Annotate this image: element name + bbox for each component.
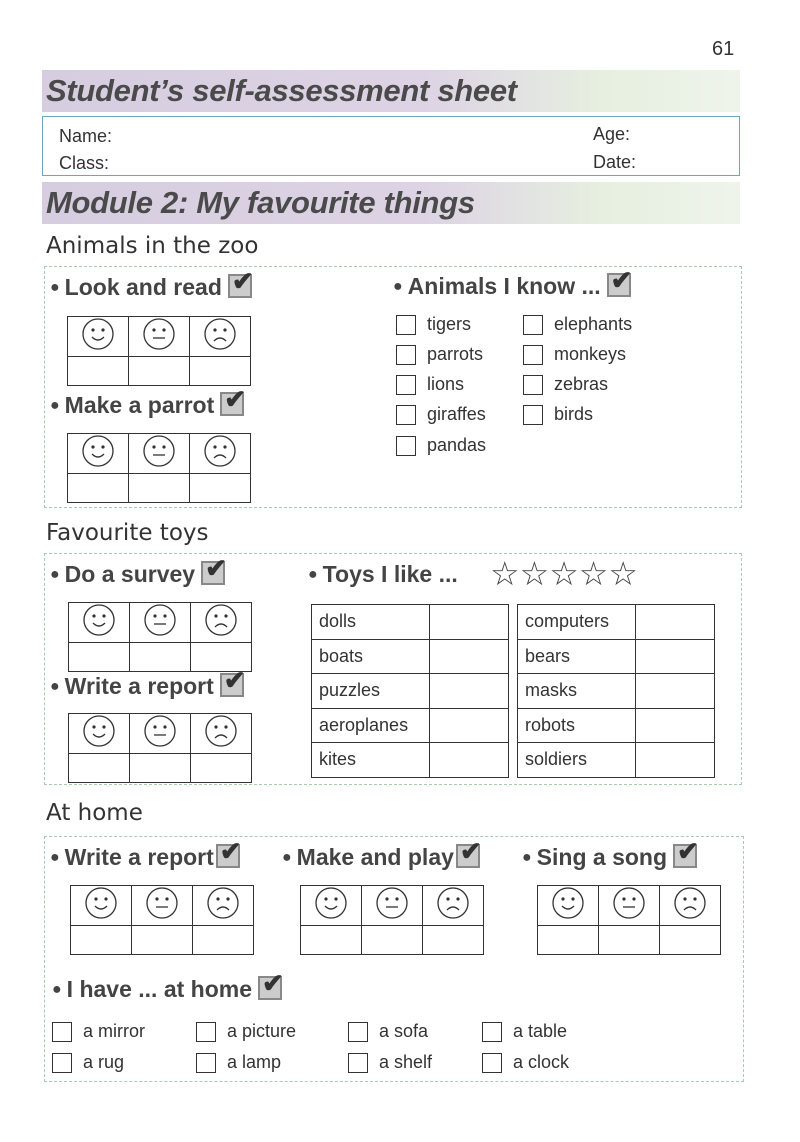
task-label: Do a survey bbox=[64, 561, 196, 587]
happy-face-icon bbox=[81, 434, 115, 468]
happy-face-cell bbox=[69, 714, 130, 754]
neutral-face-icon bbox=[143, 603, 177, 637]
sad-face-cell bbox=[193, 886, 254, 926]
table-row bbox=[518, 674, 715, 709]
checkbox-item[interactable] bbox=[348, 1021, 428, 1042]
happy-face-icon bbox=[82, 714, 116, 748]
rating-table[interactable] bbox=[300, 885, 484, 955]
section-heading-toys: Favourite toys bbox=[46, 520, 209, 546]
checkbox-label: lions bbox=[427, 374, 465, 394]
checkmark-icon bbox=[228, 274, 252, 298]
neutral-answer-cell[interactable] bbox=[129, 357, 190, 386]
toy-rating-cell[interactable] bbox=[430, 674, 509, 709]
happy-answer-cell[interactable] bbox=[68, 474, 129, 503]
happy-answer-cell[interactable] bbox=[71, 926, 132, 955]
table-row bbox=[518, 605, 715, 640]
table-row bbox=[518, 743, 715, 778]
star-icon[interactable]: ☆ bbox=[490, 555, 520, 592]
table-row bbox=[312, 708, 509, 743]
sad-face-cell bbox=[191, 603, 252, 643]
task-label: Animals I know ... bbox=[407, 273, 601, 299]
task-label: Make and play bbox=[296, 844, 454, 870]
rating-table[interactable] bbox=[70, 885, 254, 955]
table-row bbox=[518, 708, 715, 743]
toy-name: boats bbox=[312, 639, 430, 674]
checkbox-label: pandas bbox=[427, 435, 487, 455]
checkbox-label: a clock bbox=[513, 1052, 570, 1072]
task-label: I have ... at home bbox=[66, 976, 253, 1002]
checkbox-label: a lamp bbox=[227, 1052, 282, 1072]
toy-rating-cell[interactable] bbox=[430, 743, 509, 778]
student-info-box bbox=[42, 116, 740, 176]
page-number: 61 bbox=[712, 38, 735, 60]
title-bar bbox=[42, 70, 740, 112]
module-bar bbox=[42, 182, 740, 224]
task-label: Sing a song bbox=[536, 844, 668, 870]
sad-face-cell bbox=[190, 317, 251, 357]
checkbox-label: zebras bbox=[554, 374, 609, 394]
table-row bbox=[312, 674, 509, 709]
happy-face-cell bbox=[301, 886, 362, 926]
toy-rating-cell[interactable] bbox=[636, 605, 715, 640]
neutral-face-cell bbox=[130, 714, 191, 754]
checkbox[interactable] bbox=[482, 1053, 502, 1073]
checkbox-item[interactable] bbox=[196, 1052, 281, 1073]
toy-name: robots bbox=[518, 708, 636, 743]
toy-rating-cell[interactable] bbox=[636, 639, 715, 674]
checkmark-icon bbox=[673, 844, 697, 868]
checkbox[interactable] bbox=[348, 1022, 368, 1042]
star-rating[interactable] bbox=[490, 557, 638, 590]
happy-face-cell bbox=[71, 886, 132, 926]
sad-face-cell bbox=[660, 886, 721, 926]
neutral-face-cell bbox=[132, 886, 193, 926]
checkmark-icon bbox=[216, 844, 240, 868]
sad-answer-cell[interactable] bbox=[193, 926, 254, 955]
task-toys-i-like: ● Toys I like ... bbox=[308, 561, 458, 587]
star-icon[interactable]: ☆ bbox=[549, 555, 579, 592]
checkbox-item[interactable] bbox=[523, 344, 626, 365]
star-icon[interactable]: ☆ bbox=[578, 555, 609, 592]
checkbox-label: a picture bbox=[227, 1021, 297, 1041]
checkbox-item[interactable] bbox=[396, 374, 464, 395]
toy-name: aeroplanes bbox=[312, 708, 430, 743]
checkbox[interactable] bbox=[52, 1053, 72, 1073]
neutral-face-icon bbox=[612, 886, 646, 920]
checkmark-icon bbox=[258, 976, 282, 1000]
sad-answer-cell[interactable] bbox=[660, 926, 721, 955]
sad-answer-cell[interactable] bbox=[191, 754, 252, 783]
checkbox-item[interactable] bbox=[396, 435, 486, 456]
checkbox-item[interactable] bbox=[396, 344, 483, 365]
toy-name: computers bbox=[518, 605, 636, 640]
task-make-a-parrot: ● Make a parrot✔ bbox=[50, 392, 244, 419]
rating-table[interactable] bbox=[68, 713, 252, 783]
neutral-face-cell bbox=[362, 886, 423, 926]
checkbox[interactable] bbox=[523, 375, 543, 395]
checkbox-label: monkeys bbox=[554, 344, 627, 364]
checkbox-item[interactable] bbox=[196, 1021, 296, 1042]
task-label: Write a report bbox=[64, 844, 214, 870]
checkbox-label: a shelf bbox=[379, 1052, 433, 1072]
rating-table[interactable] bbox=[67, 316, 251, 386]
checkbox[interactable] bbox=[396, 405, 416, 425]
toy-rating-cell[interactable] bbox=[430, 605, 509, 640]
neutral-face-icon bbox=[143, 714, 177, 748]
sad-face-icon bbox=[206, 886, 240, 920]
checkbox-item[interactable] bbox=[523, 404, 593, 425]
age-label: Age: bbox=[593, 124, 631, 144]
toy-rating-cell[interactable] bbox=[430, 639, 509, 674]
toy-name: soldiers bbox=[518, 743, 636, 778]
task-animals-i-know: ● Animals I know ...✔ bbox=[393, 273, 631, 300]
module-title: Module 2: My favourite things bbox=[46, 185, 475, 220]
sad-face-icon bbox=[203, 434, 237, 468]
happy-face-cell bbox=[69, 603, 130, 643]
neutral-answer-cell[interactable] bbox=[129, 474, 190, 503]
neutral-face-cell bbox=[129, 317, 190, 357]
toy-name: dolls bbox=[312, 605, 430, 640]
checkbox[interactable] bbox=[396, 375, 416, 395]
task-make-and-play: ● Make and play✔ bbox=[282, 844, 480, 871]
checkbox-label: a table bbox=[513, 1021, 568, 1041]
task-label: Make a parrot bbox=[64, 392, 215, 418]
toys-table-2 bbox=[517, 604, 715, 778]
toy-name: kites bbox=[312, 743, 430, 778]
checkbox-item[interactable] bbox=[52, 1021, 145, 1042]
checkbox-label: elephants bbox=[554, 314, 633, 334]
checkbox-item[interactable] bbox=[482, 1052, 569, 1073]
checkbox-label: birds bbox=[554, 404, 594, 424]
sad-face-icon bbox=[673, 886, 707, 920]
neutral-face-cell bbox=[129, 434, 190, 474]
toy-name: masks bbox=[518, 674, 636, 709]
happy-face-icon bbox=[314, 886, 348, 920]
task-label: Write a report bbox=[64, 673, 214, 699]
page-title: Student’s self-assessment sheet bbox=[46, 73, 517, 108]
task-do-a-survey: ● Do a survey✔ bbox=[50, 561, 225, 588]
sad-face-cell bbox=[423, 886, 484, 926]
sad-face-icon bbox=[436, 886, 470, 920]
task-i-have-at-home: ● I have ... at home✔ bbox=[52, 976, 282, 1003]
checkbox[interactable] bbox=[196, 1022, 216, 1042]
checkbox[interactable] bbox=[196, 1053, 216, 1073]
checkbox[interactable] bbox=[523, 405, 543, 425]
checkbox[interactable] bbox=[523, 345, 543, 365]
task-label: Look and read bbox=[64, 274, 222, 300]
sad-face-icon bbox=[203, 317, 237, 351]
neutral-answer-cell[interactable] bbox=[132, 926, 193, 955]
checkbox-item[interactable] bbox=[396, 314, 471, 335]
checkbox-item[interactable] bbox=[523, 374, 608, 395]
toy-rating-cell[interactable] bbox=[430, 708, 509, 743]
happy-face-icon bbox=[551, 886, 585, 920]
happy-answer-cell[interactable] bbox=[301, 926, 362, 955]
rating-table[interactable] bbox=[537, 885, 721, 955]
table-row bbox=[312, 605, 509, 640]
checkbox-label: giraffes bbox=[427, 404, 486, 424]
table-row bbox=[518, 639, 715, 674]
checkbox[interactable] bbox=[482, 1022, 502, 1042]
neutral-face-icon bbox=[142, 317, 176, 351]
checkbox[interactable] bbox=[523, 315, 543, 335]
checkbox-item[interactable] bbox=[396, 404, 486, 425]
task-write-a-report-home: ● Write a report✔ bbox=[50, 844, 240, 871]
happy-answer-cell[interactable] bbox=[69, 754, 130, 783]
rating-table[interactable] bbox=[68, 602, 252, 672]
checkmark-icon bbox=[607, 273, 631, 297]
happy-face-icon bbox=[81, 317, 115, 351]
checkbox-label: a rug bbox=[83, 1052, 125, 1072]
checkbox-item[interactable] bbox=[348, 1052, 432, 1073]
neutral-face-cell bbox=[130, 603, 191, 643]
star-icon[interactable]: ☆ bbox=[519, 555, 550, 592]
neutral-face-icon bbox=[142, 434, 176, 468]
checkmark-icon bbox=[456, 844, 480, 868]
sad-face-cell bbox=[190, 434, 251, 474]
happy-answer-cell[interactable] bbox=[68, 357, 129, 386]
rating-table[interactable] bbox=[67, 433, 251, 503]
date-label: Date: bbox=[593, 152, 637, 172]
neutral-answer-cell[interactable] bbox=[599, 926, 660, 955]
checkbox-label: tigers bbox=[427, 314, 472, 334]
task-label: Toys I like ... bbox=[322, 561, 458, 587]
checkbox[interactable] bbox=[52, 1022, 72, 1042]
checkmark-icon bbox=[220, 673, 244, 697]
neutral-face-icon bbox=[375, 886, 409, 920]
name-label: Name: bbox=[59, 126, 113, 146]
task-sing-a-song: ● Sing a song✔ bbox=[522, 844, 697, 871]
sad-face-icon bbox=[204, 714, 238, 748]
neutral-answer-cell[interactable] bbox=[362, 926, 423, 955]
home-section bbox=[44, 836, 744, 1082]
checkmark-icon bbox=[220, 392, 244, 416]
checkbox-item[interactable] bbox=[52, 1052, 124, 1073]
sad-face-icon bbox=[204, 603, 238, 637]
toy-rating-cell[interactable] bbox=[636, 743, 715, 778]
happy-answer-cell[interactable] bbox=[538, 926, 599, 955]
neutral-face-icon bbox=[145, 886, 179, 920]
neutral-answer-cell[interactable] bbox=[130, 754, 191, 783]
sad-answer-cell[interactable] bbox=[423, 926, 484, 955]
checkbox-label: a sofa bbox=[379, 1021, 429, 1041]
toys-table-1 bbox=[311, 604, 509, 778]
checkbox[interactable] bbox=[348, 1053, 368, 1073]
happy-face-cell bbox=[538, 886, 599, 926]
neutral-face-cell bbox=[599, 886, 660, 926]
section-heading-animals: Animals in the zoo bbox=[46, 233, 259, 259]
happy-face-cell bbox=[68, 434, 129, 474]
checkbox-label: a mirror bbox=[83, 1021, 145, 1041]
star-icon[interactable]: ☆ bbox=[608, 555, 638, 592]
toy-rating-cell[interactable] bbox=[636, 708, 715, 743]
checkbox[interactable] bbox=[396, 436, 416, 456]
toy-name: bears bbox=[518, 639, 636, 674]
happy-face-icon bbox=[82, 603, 116, 637]
task-look-and-read: ● Look and read✔ bbox=[50, 274, 252, 301]
checkbox-item[interactable] bbox=[482, 1021, 567, 1042]
neutral-answer-cell[interactable] bbox=[130, 643, 191, 672]
toy-name: puzzles bbox=[312, 674, 430, 709]
checkbox-item[interactable] bbox=[523, 314, 632, 335]
table-row bbox=[312, 639, 509, 674]
happy-answer-cell[interactable] bbox=[69, 643, 130, 672]
happy-face-icon bbox=[84, 886, 118, 920]
happy-face-cell bbox=[68, 317, 129, 357]
checkbox-label: parrots bbox=[427, 344, 484, 364]
sad-answer-cell[interactable] bbox=[190, 474, 251, 503]
sad-face-cell bbox=[191, 714, 252, 754]
task-write-a-report: ● Write a report✔ bbox=[50, 673, 244, 700]
checkbox[interactable] bbox=[396, 315, 416, 335]
sad-answer-cell[interactable] bbox=[190, 357, 251, 386]
checkmark-icon bbox=[201, 561, 225, 585]
toy-rating-cell[interactable] bbox=[636, 674, 715, 709]
class-label: Class: bbox=[59, 153, 110, 173]
checkbox[interactable] bbox=[396, 345, 416, 365]
table-row bbox=[312, 743, 509, 778]
section-heading-home: At home bbox=[46, 800, 143, 826]
